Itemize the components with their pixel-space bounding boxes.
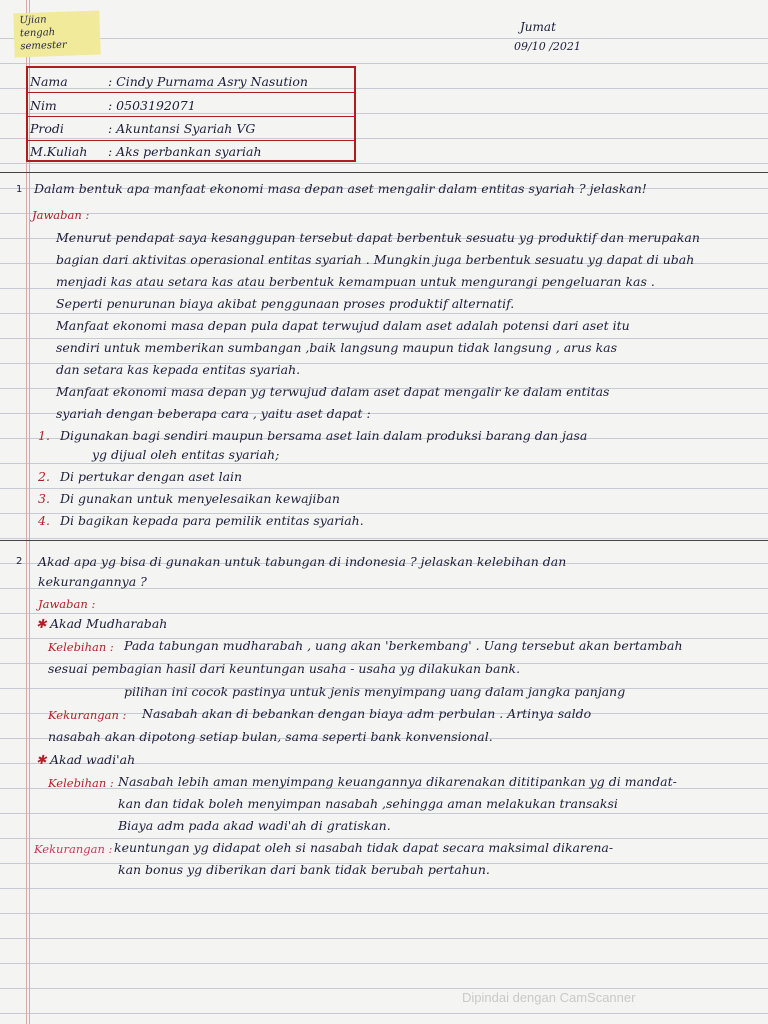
answer-line: Menurut pendapat saya kesanggupan tersebut dapat berbentuk sesuatu yg produktif dan merupakan <box>56 230 700 245</box>
kelebihan-line: Nasabah lebih aman menyimpang keuangannya dikarenakan dititipankan yg di mandat- <box>118 774 677 789</box>
kelebihan-line: Biaya adm pada akad wadi'ah di gratiskan. <box>118 818 391 833</box>
sticky-note <box>13 11 100 58</box>
list-number: 3. <box>38 491 50 506</box>
kekurangan-line: kan bonus yg diberikan dari bank tidak berubah pertahun. <box>118 862 490 877</box>
info-divider <box>26 92 356 93</box>
kelebihan-line: sesuai pembagian hasil dari keuntungan usaha - usaha yg dilakukan bank. <box>48 661 521 676</box>
akad-title: Akad wadi'ah <box>50 752 136 767</box>
akad-title: Akad Mudharabah <box>50 616 168 631</box>
list-number: 1. <box>38 428 50 443</box>
question-number: 2 <box>16 556 23 567</box>
question-2-text: Akad apa yg bisa di gunakan untuk tabungan di indonesia ? jelaskan kelebihan dan <box>38 554 567 569</box>
list-number: 4. <box>38 513 50 528</box>
answer-line: Manfaat ekonomi masa depan pula dapat terwujud dalam aset adalah potensi dari aset itu <box>56 318 630 333</box>
answer-label: Jawaban : <box>38 597 96 611</box>
answer-line: sendiri untuk memberikan sumbangan ,baik langsung maupun tidak langsung , arus kas <box>56 340 618 355</box>
sticky-line-3: semester <box>20 39 67 53</box>
answer-line: menjadi kas atau setara kas atau berbentuk kemampuan untuk mengurangi pengeluaran kas . <box>56 274 655 289</box>
list-item: Di bagikan kepada para pemilik entitas syariah. <box>60 513 364 528</box>
kelebihan-label: Kelebihan : <box>48 776 114 790</box>
kelebihan-label: Kelebihan : <box>48 640 114 654</box>
bullet-icon: ✱ <box>36 616 47 631</box>
list-item: Digunakan bagi sendiri maupun bersama aset lain dalam produksi barang dan jasa <box>60 428 588 443</box>
nama-label: Nama <box>30 74 68 89</box>
nama-value: : Cindy Purnama Asry Nasution <box>108 74 308 89</box>
matkul-label: M.Kuliah <box>30 144 88 159</box>
date-text: 09/10 /2021 <box>514 40 581 53</box>
kekurangan-label: Kekurangan : <box>34 842 113 856</box>
kelebihan-line: Pada tabungan mudharabah , uang akan 'berkembang' . Uang tersebut akan bertambah <box>124 638 683 653</box>
bullet-icon: ✱ <box>36 752 47 767</box>
nim-value: : 0503192071 <box>108 98 196 113</box>
kelebihan-line: pilihan ini cocok pastinya untuk jenis menyimpang uang dalam jangka panjang <box>124 684 626 699</box>
list-number: 2. <box>38 469 50 484</box>
prodi-value: : Akuntansi Syariah VG <box>108 121 256 136</box>
sticky-line-1: Ujian <box>19 14 47 27</box>
answer-line: syariah dengan beberapa cara , yaitu aset dapat : <box>56 406 371 421</box>
sticky-line-2: tengah <box>19 27 56 40</box>
camscanner-watermark: Dipindai dengan CamScanner <box>462 990 636 1005</box>
prodi-label: Prodi <box>30 121 64 136</box>
answer-line: Seperti penurunan biaya akibat penggunaan proses produktif alternatif. <box>56 296 515 311</box>
section-divider <box>0 540 768 541</box>
kelebihan-line: kan dan tidak boleh menyimpan nasabah ,sehingga aman melakukan transaksi <box>118 796 618 811</box>
question-1-text: Dalam bentuk apa manfaat ekonomi masa depan aset mengalir dalam entitas syariah ? jelaskan! <box>34 181 647 196</box>
info-divider <box>26 140 356 141</box>
nim-label: Nim <box>30 98 57 113</box>
kekurangan-label: Kekurangan : <box>48 708 127 722</box>
question-number: 1 <box>16 184 23 195</box>
answer-label: Jawaban : <box>32 208 90 222</box>
kekurangan-line: Nasabah akan di bebankan dengan biaya adm perbulan . Artinya saldo <box>142 706 592 721</box>
kekurangan-line: keuntungan yg didapat oleh si nasabah tidak dapat secara maksimal dikarena- <box>114 840 614 855</box>
list-item-continued: yg dijual oleh entitas syariah; <box>92 447 280 462</box>
answer-line: bagian dari aktivitas operasional entitas syariah . Mungkin juga berbentuk sesuatu yg dapat di ubah <box>56 252 695 267</box>
question-2-text-continued: kekurangannya ? <box>38 574 147 589</box>
day-text: Jumat <box>520 20 556 34</box>
info-divider <box>26 116 356 117</box>
kekurangan-line: nasabah akan dipotong setiap bulan, sama seperti bank konvensional. <box>48 729 493 744</box>
answer-line: dan setara kas kepada entitas syariah. <box>56 362 301 377</box>
answer-line: Manfaat ekonomi masa depan yg terwujud dalam aset dapat mengalir ke dalam entitas <box>56 384 610 399</box>
list-item: Di pertukar dengan aset lain <box>60 469 243 484</box>
section-divider <box>0 172 768 173</box>
matkul-value: : Aks perbankan syariah <box>108 144 262 159</box>
list-item: Di gunakan untuk menyelesaikan kewajiban <box>60 491 340 506</box>
